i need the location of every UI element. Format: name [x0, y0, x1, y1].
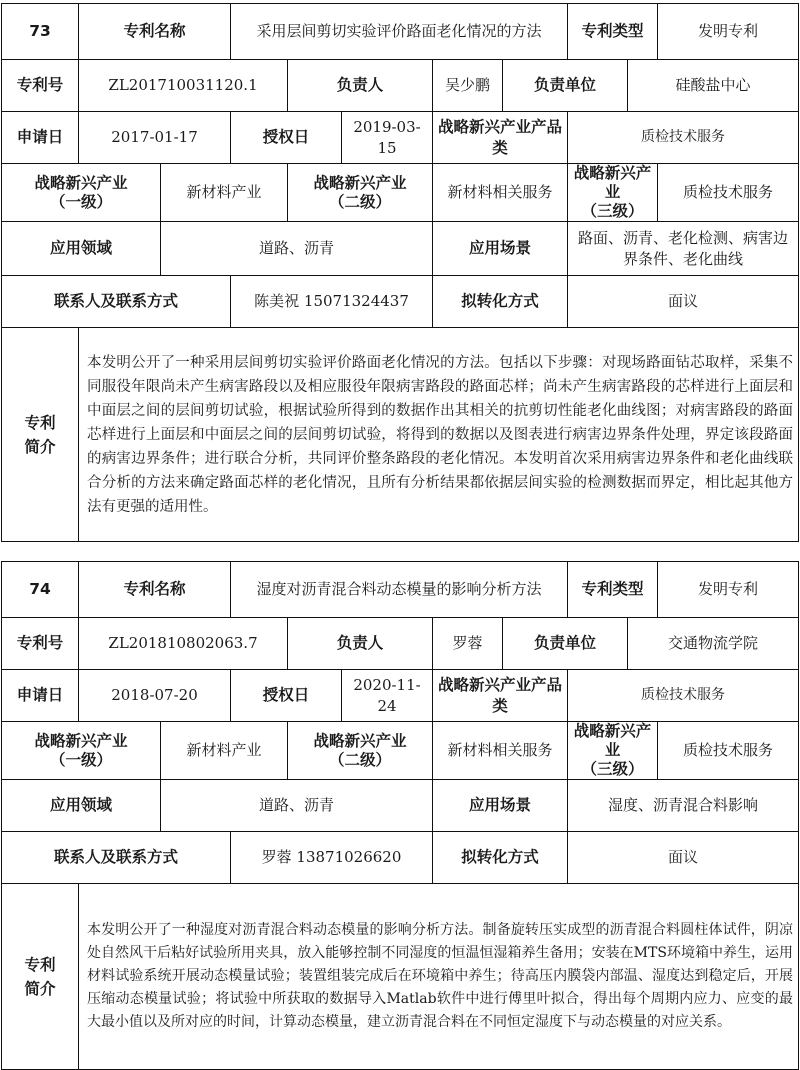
contact: 罗蓉 13871026620 [231, 832, 433, 884]
label-patent-type: 专利类型 [568, 4, 658, 60]
label-grant-date: 授权日 [231, 670, 342, 722]
patent-name: 采用层间剪切实验评价路面老化情况的方法 [231, 4, 568, 60]
label-level1-line2: （一级） [49, 192, 112, 211]
label-summary-line1: 专利 [24, 955, 56, 974]
patent-card-73 [1, 3, 798, 542]
summary: 本发明公开了一种湿度对沥青混合料动态模量的影响分析方法。制备旋转压实成型的沥青混合料圆柱体试件，阴凉处自然风干后粘好试验所用夹具，放入能够控制不同湿度的恒温恒湿箱养生备用；安装在MTS环境箱中养生，运用材料试验系统开展动态模量试验；装置组装完成后在环境箱中养生；待高压内膜袋内部温、湿度达到稳定后，开展压缩动态模量试验；将试验中所获取的数据导入Matlab软件中进行傅里叶拟合，得出每个周期内应力、应变的最大最小值以及所对应的时间，计算动态模量，建立沥青混合料在不同恒定湿度下与动态模量的对应关系。 [79, 884, 799, 1070]
label-owner: 负责人 [288, 618, 433, 670]
summary: 本发明公开了一种采用层间剪切实验评价路面老化情况的方法。包括以下步骤：对现场路面钻芯取样，采集不同服役年限尚未产生病害路段以及相应服役年限病害路段的路面芯样；尚未产生病害路段的芯样进行上面层和中面层之间的层间剪切试验，根据试验所得到的数据作出其相关的抗剪切性能老化曲线图；对病害路段的路面芯样进行上面层和中面层之间的层间剪切试验，将得到的数据以及图表进行病害边界条件处理，界定该段路面的病害边界条件；进行联合分析，共同评价整条路段的老化情况。本发明首次采用病害边界条件和老化曲线联合分析的方法来确定路面芯样的老化情况，且所有分析结果都依据层间实验的检测数据而界定，相比起其他方法有更强的适用性。 [79, 328, 799, 542]
transfer: 面议 [568, 276, 799, 328]
label-level2 [288, 722, 433, 780]
label-patent-type: 专利类型 [568, 562, 658, 618]
patent-number: ZL201710031120.1 [79, 60, 288, 112]
label-level3-line2: （三级） [581, 760, 644, 778]
label-level1 [2, 164, 161, 222]
label-scene: 应用场景 [433, 780, 568, 832]
transfer: 面议 [568, 832, 799, 884]
level3: 质检技术服务 [658, 722, 799, 780]
label-summary [2, 884, 79, 1070]
label-level2-line2: （二级） [329, 192, 392, 211]
patent-index: 73 [2, 4, 79, 60]
label-unit: 负责单位 [503, 60, 628, 112]
label-level3 [568, 722, 658, 780]
label-level2 [288, 164, 433, 222]
label-level3 [568, 164, 658, 222]
patent-index: 74 [2, 562, 79, 618]
label-transfer: 拟转化方式 [433, 276, 568, 328]
scene: 路面、沥青、老化检测、病害边界条件、老化曲线 [568, 222, 799, 276]
level2: 新材料相关服务 [433, 164, 568, 222]
scene: 湿度、沥青混合料影响 [568, 780, 799, 832]
patent-type: 发明专利 [658, 562, 799, 618]
level1: 新材料产业 [161, 164, 288, 222]
label-level2-line1: 战略新兴产业 [313, 173, 407, 192]
label-level1-line1: 战略新兴产业 [34, 731, 128, 750]
level1: 新材料产业 [161, 722, 288, 780]
label-level3-line1: 战略新兴产业 [573, 164, 652, 201]
unit: 硅酸盐中心 [628, 60, 799, 112]
label-scene: 应用场景 [433, 222, 568, 276]
field: 道路、沥青 [161, 780, 433, 832]
patent-name: 湿度对沥青混合料动态模量的影响分析方法 [231, 562, 568, 618]
label-summary-line2: 简介 [24, 437, 56, 456]
apply-date: 2017-01-17 [79, 112, 231, 164]
owner: 罗蓉 [433, 618, 503, 670]
label-summary [2, 328, 79, 542]
owner: 吴少鹏 [433, 60, 503, 112]
label-contact: 联系人及联系方式 [2, 832, 231, 884]
label-field: 应用领域 [2, 222, 161, 276]
label-level3-line1: 战略新兴产业 [573, 722, 652, 759]
label-apply-date: 申请日 [2, 670, 79, 722]
patent-type: 发明专利 [658, 4, 799, 60]
grant-date: 2019-03-15 [342, 112, 433, 164]
label-summary-line1: 专利 [24, 413, 56, 432]
label-apply-date: 申请日 [2, 112, 79, 164]
label-industry-category: 战略新兴产业产品类 [433, 112, 568, 164]
label-summary-line2: 简介 [24, 979, 56, 998]
industry-category: 质检技术服务 [568, 670, 799, 722]
patent-number: ZL201810802063.7 [79, 618, 288, 670]
level3: 质检技术服务 [658, 164, 799, 222]
contact: 陈美祝 15071324437 [231, 276, 433, 328]
label-transfer: 拟转化方式 [433, 832, 568, 884]
label-level2-line2: （二级） [329, 750, 392, 769]
field: 道路、沥青 [161, 222, 433, 276]
grant-date: 2020-11-24 [342, 670, 433, 722]
industry-category: 质检技术服务 [568, 112, 799, 164]
label-owner: 负责人 [288, 60, 433, 112]
label-patent-name: 专利名称 [79, 4, 231, 60]
label-patent-number: 专利号 [2, 60, 79, 112]
label-contact: 联系人及联系方式 [2, 276, 231, 328]
label-industry-category: 战略新兴产业产品类 [433, 670, 568, 722]
label-unit: 负责单位 [503, 618, 628, 670]
patent-table [1, 3, 799, 542]
apply-date: 2018-07-20 [79, 670, 231, 722]
label-field: 应用领域 [2, 780, 161, 832]
label-level1-line1: 战略新兴产业 [34, 173, 128, 192]
label-patent-number: 专利号 [2, 618, 79, 670]
label-grant-date: 授权日 [231, 112, 342, 164]
patent-card-74 [1, 561, 798, 1070]
patent-table [1, 561, 799, 1070]
unit: 交通物流学院 [628, 618, 799, 670]
level2: 新材料相关服务 [433, 722, 568, 780]
label-patent-name: 专利名称 [79, 562, 231, 618]
label-level3-line2: （三级） [581, 202, 644, 220]
label-level2-line1: 战略新兴产业 [313, 731, 407, 750]
label-level1 [2, 722, 161, 780]
label-level1-line2: （一级） [49, 750, 112, 769]
